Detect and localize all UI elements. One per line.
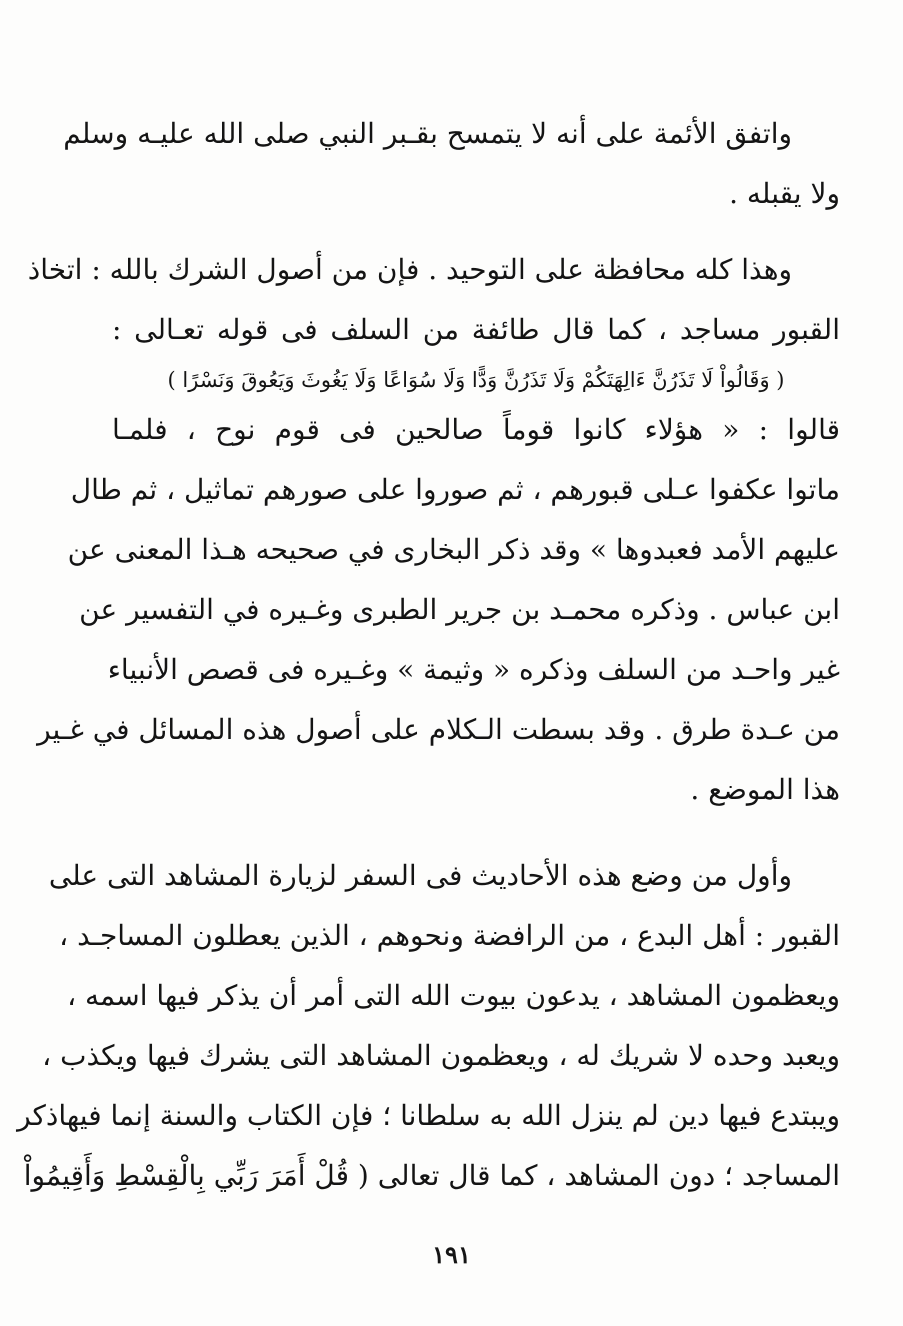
text-line: عليهم الأمد فعبدوها » وقد ذكر البخارى في صحيحه هـذا المعنى عن (67, 533, 840, 566)
paragraph-2 (27, 240, 840, 820)
paragraph-3 (17, 846, 840, 1206)
text-line: ويعظمون المشاهد ، يدعون بيوت الله التى أمر أن يذكر فيها اسمه ، (67, 979, 840, 1012)
paragraph-1 (63, 104, 840, 224)
text-line: هذا الموضع . (690, 773, 840, 806)
text-line: ابن عباس . وذكره محمـد بن جرير الطبرى وغـيره في التفسير عن (79, 593, 840, 626)
text-line: وأول من وضع هذه الأحاديث فى السفر لزيارة المشاهد التى على (48, 859, 792, 892)
text-line: قالوا : « هؤلاء كانوا قوماً صالحين فى قوم نوح ، فلمـا (112, 413, 840, 446)
quran-verse: ( وَقَالُواْ لَا تَذَرُنَّ ءَالِهَتَكُمْ وَلَا تَذَرُنَّ وَدًّا وَلَا سُوَاعًا وَلَا يَغُوثَ وَيَعُوقَ وَنَسْرًا ) (167, 368, 785, 392)
text-line: غير واحـد من السلف وذكره « وثيمة » وغـيره فى قصص الأنبياء (107, 653, 840, 686)
text-line: ماتوا عكفوا عـلى قبورهم ، ثم صوروا على صورهم تماثيل ، ثم طال (70, 473, 840, 506)
text-line: القبور مساجد ، كما قال طائفة من السلف فى قوله تعـالى : (112, 313, 840, 346)
page-number: ١٩١ (432, 1240, 471, 1269)
text-line: واتفق الأئمة على أنه لا يتمسح بقـبر النبي صلى الله عليـه وسلم (63, 117, 792, 150)
text-line: المساجد ؛ دون المشاهد ، كما قال تعالى ( قُلْ أَمَرَ رَبِّي بِالْقِسْطِ وَأَقِيمُواْ (23, 1159, 840, 1192)
text-line: القبور : أهل البدع ، من الرافضة ونحوهم ، الذين يعطلون المساجـد ، (59, 919, 840, 952)
text-line: وهذا كله محافظة على التوحيد . فإن من أصول الشرك بالله : اتخاذ (27, 253, 792, 286)
text-line: ولا يقبله . (729, 177, 840, 210)
text-line: ويعبد وحده لا شريك له ، ويعظمون المشاهد التى يشرك فيها ويكذب ، (42, 1039, 840, 1072)
text-line: من عـدة طرق . وقد بسطت الـكلام على أصول هذه المسائل في غـير (37, 713, 840, 746)
text-line: ويبتدع فيها دين لم ينزل الله به سلطانا ؛ فإن الكتاب والسنة إنما فيهاذكر (17, 1099, 840, 1132)
